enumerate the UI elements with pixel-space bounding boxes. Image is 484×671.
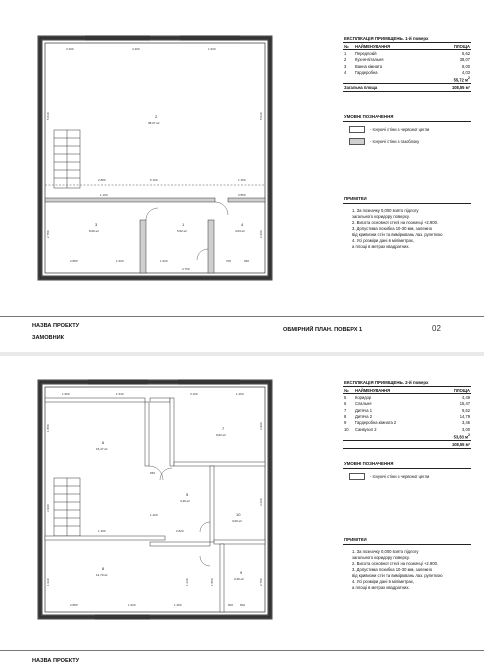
table-row: 9 Гардеробна кімната 2 3,46 xyxy=(344,420,470,426)
sheet-floor-2 xyxy=(0,356,484,670)
notes-title: ПРИМІТКИ xyxy=(343,537,471,545)
brick-wall-swatch xyxy=(349,126,365,133)
room-number-9: 9 xyxy=(240,570,243,575)
sheet-title: ОБМІРНИЙ ПЛАН. ПОВЕРХ 1 xyxy=(283,327,363,333)
room-number-1: 1 xyxy=(182,222,185,227)
room-number-3: 3 xyxy=(95,222,98,227)
svg-text:5 030: 5 030 xyxy=(46,112,50,120)
table-row: 3 Ванна кімната 8,00 xyxy=(344,63,470,69)
svg-text:4 700: 4 700 xyxy=(182,267,190,271)
room-area-2: 38,07 м² xyxy=(148,121,160,125)
room-area-1: 5,62 м² xyxy=(177,229,187,233)
svg-text:3 850: 3 850 xyxy=(238,193,246,197)
project-name: НАЗВА ПРОЕКТУ xyxy=(32,658,80,664)
legend-title: УМОВНІ ПОЗНАЧЕННЯ xyxy=(343,114,471,122)
svg-text:2 880: 2 880 xyxy=(70,259,78,263)
interior-walls xyxy=(45,398,265,612)
room-area-3: 8,00 м² xyxy=(89,229,99,233)
table-row: 2 Кухня-вітальня 38,07 xyxy=(344,57,470,63)
total-row: Загальна площа 108,55 м² xyxy=(344,85,470,91)
stairs xyxy=(54,478,80,536)
outer-wall xyxy=(40,382,270,617)
room-area-8: 14,79 м² xyxy=(96,573,108,577)
floor-plan-2 xyxy=(0,356,340,656)
svg-text:3 360: 3 360 xyxy=(259,498,263,506)
svg-text:1 240: 1 240 xyxy=(185,578,189,586)
col-num: № xyxy=(343,387,354,394)
svg-text:2 880: 2 880 xyxy=(98,178,106,182)
svg-text:500: 500 xyxy=(240,603,246,607)
svg-text:1 850: 1 850 xyxy=(210,578,214,586)
subtotal-row: 53,83 м2 xyxy=(453,433,470,440)
svg-text:2 780: 2 780 xyxy=(259,578,263,586)
table-row: 8 Дитяча 2 14,79 xyxy=(344,414,470,419)
explication-title: ЕКСПЛІКАЦІЯ ПРИМІЩЕНЬ. 2-й поверх xyxy=(343,380,471,387)
svg-text:1 450: 1 450 xyxy=(174,603,182,607)
project-name: НАЗВА ПРОЕКТУ xyxy=(32,323,80,329)
subtotal-row: 55,72 м2 xyxy=(453,76,470,83)
room-number-2: 2 xyxy=(155,114,158,119)
svg-text:1 990: 1 990 xyxy=(62,392,70,396)
legend-title: УМОВНІ ПОЗНАЧЕННЯ xyxy=(343,461,471,469)
svg-text:3 990: 3 990 xyxy=(46,504,50,512)
table-row: 5 Коридор 4,49 xyxy=(344,394,470,400)
interior-wall xyxy=(45,198,215,202)
title-block-1 xyxy=(0,316,484,353)
explication-table xyxy=(343,43,471,92)
col-num: № xyxy=(343,43,354,50)
client-name: ЗАМОВНИК xyxy=(32,335,65,341)
svg-text:650: 650 xyxy=(150,471,156,475)
room-number-6: 6 xyxy=(102,440,105,445)
svg-text:1 450: 1 450 xyxy=(238,178,246,182)
room-number-8: 8 xyxy=(102,566,105,571)
room-area-6: 15,47 м² xyxy=(96,447,108,451)
svg-text:1 930: 1 930 xyxy=(46,578,50,586)
col-area: ПЛОЩА xyxy=(443,387,471,394)
stairs xyxy=(54,130,80,188)
col-area: ПЛОЩА xyxy=(443,43,471,50)
room-number-7: 7 xyxy=(222,426,225,431)
floor-plan-1 xyxy=(0,0,340,300)
svg-text:2 880: 2 880 xyxy=(70,603,78,607)
room-area-7: 9,62 м² xyxy=(216,433,226,437)
table-row: 7 Дитяча 1 9,62 xyxy=(344,407,470,413)
legend-item: - Існуючі стіни з червоної цегли xyxy=(349,473,471,480)
notes-text: 1. За позначку 0,000 взято підлогу загального коридору поверху. 2. Висота основної стелі на позначці +2.900. 3. Допустима похибка 10-30 мм, залежно від кривизни стін та вимірювань лаз. рулеткою 4. Усі розміри дані в міліметрах, а площі в метрах квадратних. xyxy=(352,548,443,591)
svg-text:1 600: 1 600 xyxy=(160,259,168,263)
svg-text:4 400: 4 400 xyxy=(132,47,140,51)
svg-text:900: 900 xyxy=(228,603,234,607)
svg-text:1 460: 1 460 xyxy=(236,392,244,396)
svg-text:2 820: 2 820 xyxy=(176,529,184,533)
notes-text: 1. За позначку 0,000 взято підлогу загального коридору поверху. 2. Висота основної стелі на позначці +2.900. 3. Допустима похибка 10-30 мм, залежно від кривизни стін та вимірювань лаз. рулеткою 4. Усі розміри дані в міліметрах, а площі в метрах квадратних. xyxy=(352,207,443,250)
col-name: НАЙМЕНУВАННЯ xyxy=(354,43,443,50)
table-row: 1 Передпокій 5,62 xyxy=(344,50,470,56)
svg-text:1 490: 1 490 xyxy=(98,529,106,533)
explication-panel-1 xyxy=(343,36,471,250)
svg-text:1 880: 1 880 xyxy=(46,424,50,432)
gasblock-wall-swatch xyxy=(349,138,365,145)
svg-text:3 100: 3 100 xyxy=(190,392,198,396)
svg-text:1 600: 1 600 xyxy=(128,603,136,607)
page-number: 02 xyxy=(432,324,441,333)
svg-text:1 400: 1 400 xyxy=(150,513,158,517)
explication-title: ЕКСПЛІКАЦІЯ ПРИМІЩЕНЬ. 1-й поверх xyxy=(343,36,471,43)
svg-text:3 400: 3 400 xyxy=(66,47,74,51)
room-area-9: 3,46 м² xyxy=(234,577,244,581)
explication-table xyxy=(343,387,471,449)
outer-wall xyxy=(40,38,270,278)
dimension-labels xyxy=(46,392,263,607)
room-area-5: 4,49 м² xyxy=(180,499,190,503)
col-name: НАЙМЕНУВАННЯ xyxy=(354,387,443,394)
svg-text:1 640: 1 640 xyxy=(116,392,124,396)
explication-panel-2 xyxy=(343,380,471,591)
svg-text:690: 690 xyxy=(244,259,250,263)
svg-text:2 780: 2 780 xyxy=(46,230,50,238)
svg-text:1 160: 1 160 xyxy=(100,193,108,197)
table-row: 10 Санвузол 2 3,00 xyxy=(344,426,470,432)
room-number-5: 5 xyxy=(186,492,189,497)
room-area-4: 4,03 м² xyxy=(235,229,245,233)
legend-item: - Існуючі стіни з червоної цегли xyxy=(349,126,471,133)
dimension-labels xyxy=(46,47,263,271)
notes-title: ПРИМІТКИ xyxy=(343,196,471,204)
room-area-10: 3,00 м² xyxy=(232,519,242,523)
svg-text:3 990: 3 990 xyxy=(259,422,263,430)
brick-wall-swatch xyxy=(349,473,365,480)
svg-text:5 190: 5 190 xyxy=(150,178,158,182)
svg-text:1 930: 1 930 xyxy=(208,47,216,51)
svg-text:1 600: 1 600 xyxy=(116,259,124,263)
table-row: 4 Гардеробна 4,03 xyxy=(344,70,470,75)
svg-text:2 600: 2 600 xyxy=(259,230,263,238)
table-row: 6 Спальня 15,47 xyxy=(344,401,470,407)
total-row: 108,55 м² xyxy=(343,441,471,448)
svg-text:700: 700 xyxy=(226,259,232,263)
room-number-10: 10 xyxy=(236,512,241,517)
svg-text:5 030: 5 030 xyxy=(259,112,263,120)
legend-item: - Існуючі стіни з газоблоку xyxy=(349,138,471,145)
title-block-2 xyxy=(0,650,484,671)
room-number-4: 4 xyxy=(241,222,244,227)
